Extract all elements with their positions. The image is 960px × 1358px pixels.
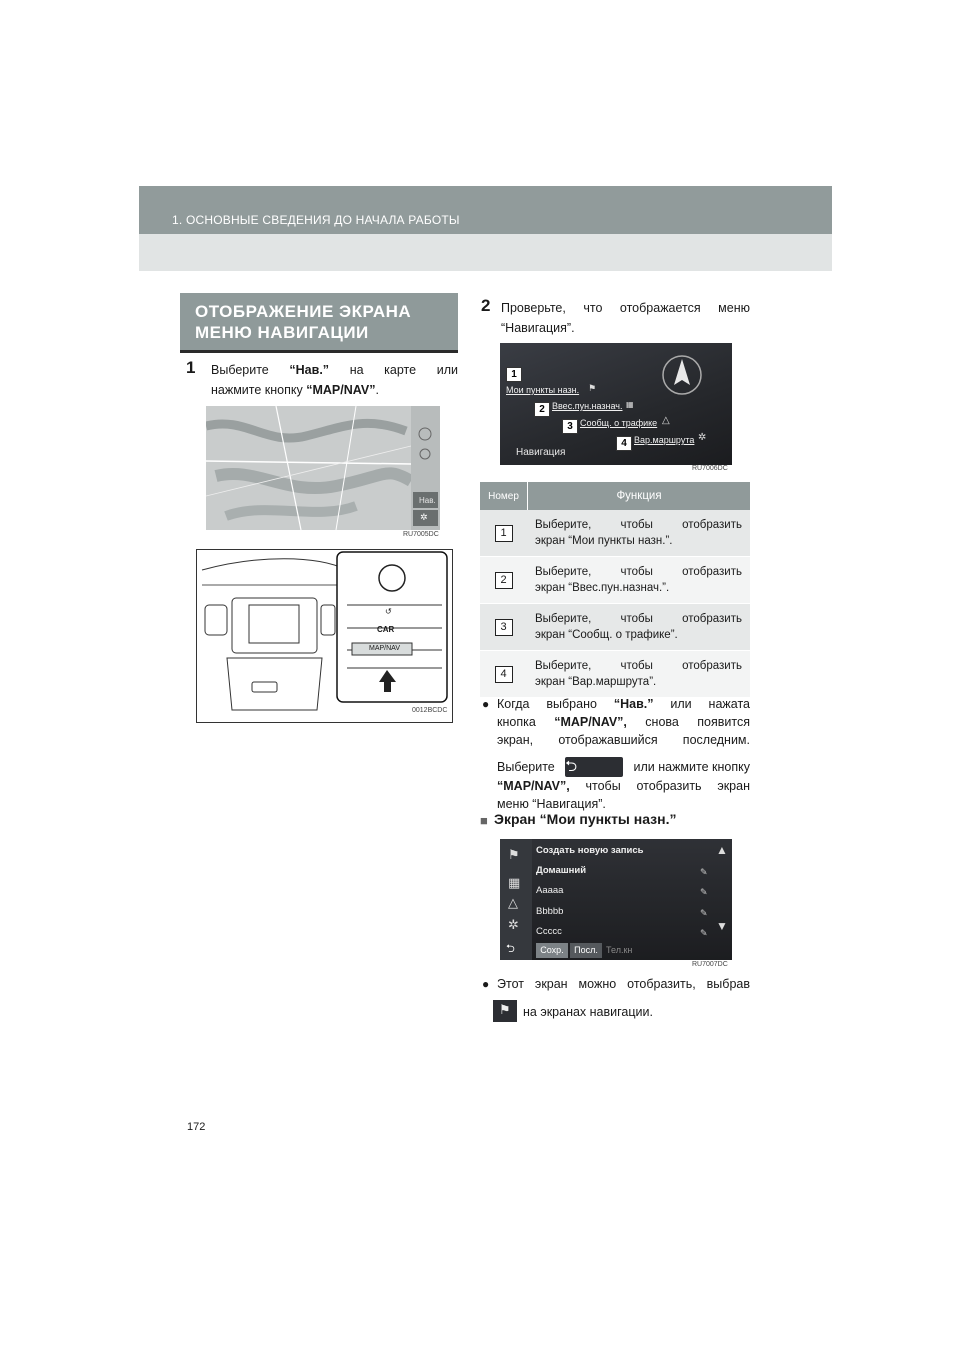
traffic-icon[interactable]: △	[508, 895, 518, 910]
dashboard-illustration	[196, 549, 453, 723]
row-number: 2	[495, 572, 513, 589]
flag-icon: ⚑	[588, 383, 597, 393]
table-header	[480, 482, 750, 510]
compass-icon	[662, 351, 702, 399]
dest-item-new-entry[interactable]: Создать новую запись	[536, 845, 644, 856]
table-row	[480, 557, 750, 604]
note-text: Выберите	[497, 760, 555, 774]
dashboard-graphic	[197, 550, 452, 722]
scroll-up-icon[interactable]: ▲	[716, 843, 728, 857]
section-title-line1: ОТОБРАЖЕНИЕ ЭКРАНА	[195, 302, 412, 321]
page-number: 172	[187, 1121, 206, 1133]
square-bullet-icon: ■	[480, 813, 488, 828]
back-button-icon: ⮌	[565, 757, 623, 777]
back-icon[interactable]: ⮌	[506, 943, 515, 955]
note-text: Когда выбрано	[497, 697, 597, 711]
dest-item-home[interactable]: Домашний	[536, 865, 587, 876]
step-1-text-d: нажмите кнопку	[211, 383, 307, 397]
map-image-code: RU7005DC	[403, 531, 439, 538]
note-text: чтобы отобразить экран	[585, 779, 750, 793]
note-1-line3: экран, отображавшийся последним.	[497, 733, 750, 747]
row-number: 3	[495, 619, 513, 636]
car-button: CAR	[377, 625, 395, 634]
nav-item-traffic[interactable]: Сообщ. о трафике	[580, 418, 658, 428]
row-text-2: экран “Мои пункты назн.”.	[535, 535, 673, 547]
note-1-line6: меню “Навигация”.	[497, 797, 606, 811]
map-graphic	[206, 406, 440, 530]
note-nav-label: “Нав.”	[613, 697, 654, 711]
note-1-line1	[497, 695, 750, 713]
scroll-down-icon[interactable]: ▼	[716, 919, 728, 933]
edit-icon[interactable]: ✎	[700, 867, 708, 877]
section-title	[195, 301, 455, 343]
map-nav-button[interactable]: Нав.	[419, 496, 436, 505]
chapter-title: 1. ОСНОВНЫЕ СВЕДЕНИЯ ДО НАЧАЛА РАБОТЫ	[172, 213, 460, 227]
callout-3: 3	[562, 419, 578, 434]
row-func-cell	[527, 651, 750, 697]
nav-screen-footer: Навигация	[516, 447, 566, 458]
note-1-line2	[497, 713, 750, 731]
header-number: Номер	[480, 482, 528, 510]
route-gear-icon[interactable]: ✲	[508, 917, 519, 932]
callout-4: 4	[616, 436, 632, 451]
nav-menu-screenshot	[500, 343, 732, 465]
step-1-nav-label: “Нав.”	[289, 363, 330, 377]
tab-phonebook[interactable]: Тел.кн	[606, 945, 633, 955]
bullet-icon: ●	[482, 977, 490, 991]
flag-button-icon	[493, 1000, 517, 1022]
row-text-2: экран “Вар.маршрута”.	[535, 676, 657, 688]
step-1-line1	[211, 361, 458, 379]
row-func-cell	[527, 604, 750, 650]
row-num-cell	[480, 604, 527, 650]
note-text: кнопка	[497, 715, 536, 729]
note-text: или нажмите кнопку	[633, 760, 750, 774]
row-func-cell	[527, 557, 750, 603]
row-number: 4	[495, 666, 513, 683]
row-text-1: Выберите, чтобы отобразить	[535, 660, 742, 672]
flag-icon: ⚑	[499, 1002, 511, 1017]
row-number: 1	[495, 525, 513, 542]
note-2-line2: на экранах навигации.	[523, 1005, 653, 1019]
map-screenshot	[206, 406, 440, 530]
note-text: снова появится	[645, 715, 750, 729]
edit-icon[interactable]: ✎	[700, 887, 708, 897]
row-num-cell	[480, 651, 527, 697]
phone-icon: ↺	[385, 607, 392, 616]
dash-image-code: 0012BCDC	[412, 707, 448, 714]
table-row	[480, 604, 750, 651]
row-text-2: экран “Ввес.пун.назнач.”.	[535, 582, 670, 594]
step-2-line2: “Навигация”.	[501, 321, 575, 335]
function-table	[480, 482, 750, 698]
dest-image-code: RU7007DC	[692, 961, 728, 968]
tab-recent[interactable]: Посл.	[570, 943, 602, 958]
dest-item-b[interactable]: Bbbbb	[536, 906, 564, 917]
note-2-line1: Этот экран можно отобразить, выбрав	[497, 977, 750, 991]
subsection-title: Экран “Мои пункты назн.”	[494, 811, 677, 827]
nav-item-my-destinations[interactable]: Мои пункты назн.	[506, 385, 580, 395]
edit-icon[interactable]: ✎	[700, 908, 708, 918]
nav-image-code: RU7006DC	[692, 465, 728, 472]
note-mapnav-label: “MAP/NAV”,	[554, 715, 627, 729]
keyboard-icon[interactable]: ▦	[508, 875, 521, 890]
dest-item-a[interactable]: Aaaaa	[536, 885, 564, 896]
map-gear-icon[interactable]: ✲	[420, 512, 428, 522]
note-1-line4	[497, 757, 750, 777]
destinations-screenshot	[500, 839, 732, 960]
table-row	[480, 510, 750, 557]
header-function: Функция	[616, 490, 662, 502]
step-2-number: 2	[481, 296, 491, 315]
edit-icon[interactable]: ✎	[700, 928, 708, 938]
mapnav-button: MAP/NAV	[369, 645, 400, 652]
row-num-cell	[480, 557, 527, 603]
keyboard-icon: ▦	[626, 400, 634, 409]
row-text-1: Выберите, чтобы отобразить	[535, 519, 742, 531]
step-1-line2	[211, 381, 458, 399]
note-1-line5	[497, 777, 750, 795]
step-1-mapnav-label: “MAP/NAV”	[306, 383, 376, 397]
step-1-text-f: .	[375, 383, 379, 397]
step-1-text-c: на карте или	[349, 363, 458, 377]
step-2-line1: Проверьте, что отображается меню	[501, 301, 750, 315]
callout-1: 1	[506, 367, 522, 382]
bullet-icon: ●	[482, 697, 490, 711]
step-1-number: 1	[186, 358, 196, 377]
nav-item-enter-destination[interactable]: Ввес.пун.назнач.	[552, 401, 623, 411]
note-1	[497, 695, 750, 813]
callout-2: 2	[534, 402, 550, 417]
row-num-cell	[480, 510, 527, 556]
step-1-text-a: Выберите	[211, 363, 269, 377]
note-text: или нажата	[670, 697, 750, 711]
traffic-icon: △	[662, 415, 670, 426]
page-header-lower	[139, 234, 832, 271]
route-gear-icon: ✲	[698, 432, 707, 443]
tab-saved[interactable]: Сохр.	[536, 943, 568, 958]
flag-icon[interactable]: ⚑	[508, 847, 520, 862]
row-func-cell	[527, 510, 750, 556]
nav-item-route-options[interactable]: Вар.маршрута	[634, 435, 695, 445]
note-spacer	[497, 749, 750, 757]
section-title-line2: МЕНЮ НАВИГАЦИИ	[195, 323, 369, 342]
dest-item-c[interactable]: Ccccc	[536, 926, 562, 937]
row-text-1: Выберите, чтобы отобразить	[535, 613, 742, 625]
row-text-2: экран “Сообщ. о трафике”.	[535, 629, 678, 641]
table-row	[480, 651, 750, 698]
row-text-1: Выберите, чтобы отобразить	[535, 566, 742, 578]
note-mapnav-label: “MAP/NAV”,	[497, 779, 570, 793]
